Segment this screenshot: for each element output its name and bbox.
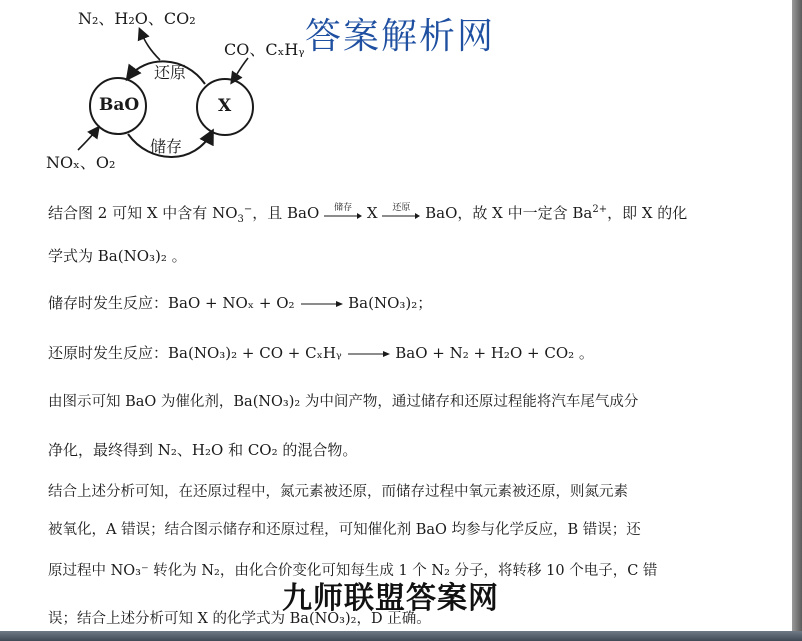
diagram-products-label: N₂、H₂O、CO₂ bbox=[78, 9, 196, 28]
co-in-arrow bbox=[232, 58, 248, 82]
text-line-3: 储存时发生反应：BaO + NOₓ + O₂ Ba(NO₃)₂； bbox=[48, 294, 433, 312]
text-line-10: 误；结合上述分析可知 X 的化学式为 Ba(NO₃)₂，D 正确。 bbox=[48, 611, 431, 627]
diagram-reactants-label: CO、CₓHᵧ bbox=[224, 40, 305, 59]
text-line-8: 被氧化，A 错误；结合图示储存和还原过程，可知催化剂 BaO 均参与化学反应，B 错误；还 bbox=[48, 522, 641, 538]
nox-in-arrow bbox=[78, 128, 98, 150]
text-line-5: 由图示可知 BaO 为催化剂，Ba(NO₃)₂ 为中间产物，通过储存和还原过程能将汽车尾气成分 bbox=[48, 394, 639, 410]
reduce-reaction-arrow: 还原 bbox=[382, 207, 420, 221]
window-bottom-bar bbox=[0, 631, 802, 641]
reaction-arrow bbox=[299, 300, 343, 308]
text-line-2: 学式为 Ba(NO₃)₂ 。 bbox=[48, 247, 187, 265]
diagram-store-label: 储存 bbox=[150, 137, 183, 156]
text-line-7: 结合上述分析可知，在还原过程中，氮元素被还原，而储存过程中氧元素被还原，则氮元素 bbox=[48, 484, 628, 500]
text-line-6: 净化，最终得到 N₂、H₂O 和 CO₂ 的混合物。 bbox=[48, 441, 358, 459]
watermark-top: 答案解析网 bbox=[305, 16, 496, 57]
text-line-9: 原过程中 NO₃⁻ 转化为 N₂，由化合价变化可知每生成 1 个 N₂ 分子，将转移 10 个电子，C 错 bbox=[48, 563, 658, 579]
bao-node-label: BaO bbox=[99, 95, 140, 115]
products-out-arrow bbox=[140, 30, 160, 60]
x-node-label: X bbox=[218, 96, 232, 116]
text-line-4: 还原时发生反应：Ba(NO₃)₂ + CO + CₓHᵧ BaO + N₂ + H₂O + CO₂ 。 bbox=[48, 344, 594, 362]
reaction-arrow bbox=[346, 350, 390, 358]
diagram-reduce-label: 还原 bbox=[154, 63, 187, 82]
diagram-nox-label: NOₓ、O₂ bbox=[46, 153, 116, 172]
store-reaction-arrow: 储存 bbox=[324, 207, 362, 221]
watermark-bottom: 九师联盟答案网 bbox=[282, 581, 499, 616]
window-edge-shadow bbox=[792, 0, 802, 641]
text-line-1: 结合图 2 可知 X 中含有 $NO_3^-$，且 BaO 储存 X 还原 BaO，故 X 中一定含 $Ba^{2+}$，即 X 的化 bbox=[48, 203, 688, 225]
